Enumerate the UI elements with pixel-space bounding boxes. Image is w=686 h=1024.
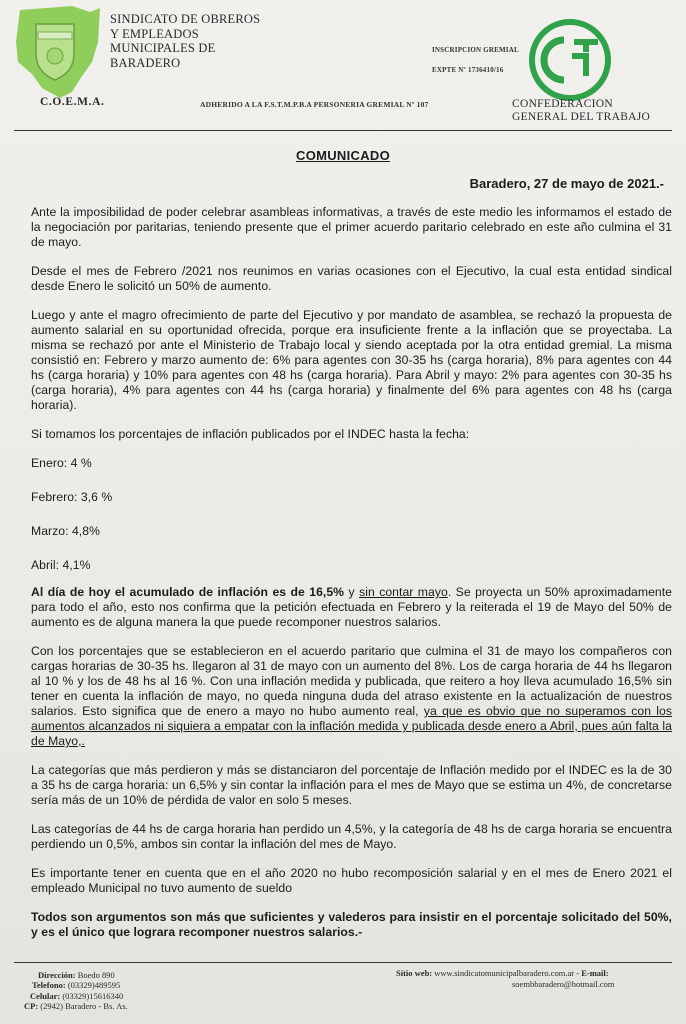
paragraph: Luego y ante el magro ofrecimiento de parte del Ejecutivo y por mandato de asamblea, se rechazó la propuesta de aumento salarial en su oportunidad ofrecida, porque era insuficiente frente a la inflación que se proyectaba. La misma se rechazó por ante el Ministerio de Trabajo local y siendo aceptada por la otra entidad gremial. La misma consistió en: Febrero y marzo aumento de: 6% para agentes con 30-35 hs (carga horaria), 8% para agentes con 44 hs (carga horaria) y 10% para agentes con 48 hs (carga horaria). Para Abril y mayo: 2% para agentes con 30-35 hs (carga horaria), 4% para agentes con 44 hs (carga horaria) y finalmente del 6% para agentes con 48 hs (carga horaria). xyxy=(31,308,672,412)
bold-phrase: Al día de hoy el acumulado de inflación es de 16,5% xyxy=(31,585,345,599)
paragraph xyxy=(31,644,672,749)
paragraph: Ante la imposibilidad de poder celebrar asambleas informativas, a través de este medio les informamos el estado de la negociación por paritarias, teniendo presente que el primer acuerdo paritario celebrado en este año culmina el 31 de mayo. xyxy=(31,205,672,249)
inflation-item: Abril: 4,1% xyxy=(31,558,91,572)
header-divider xyxy=(14,130,672,131)
web-link[interactable]: www.sindicatomunicipalbaradero.com.ar - xyxy=(432,968,582,978)
inflation-item: Enero: 4 % xyxy=(31,456,92,470)
web-row xyxy=(396,968,614,979)
underlined-phrase: sin contar mayo xyxy=(359,585,448,599)
union-name-line: SINDICATO DE OBREROS xyxy=(110,12,261,26)
inflation-item: Febrero: 3,6 % xyxy=(31,490,113,504)
union-name-line: Y EMPLEADOS xyxy=(110,26,199,41)
phone-row xyxy=(24,980,224,990)
mobile-row xyxy=(24,991,224,1001)
union-acronym: C.O.E.M.A. xyxy=(40,96,105,108)
expte-number: EXPTE Nº 1736410/16 xyxy=(432,66,504,74)
cgt-name-line: GENERAL DEL TRABAJO xyxy=(512,111,651,123)
text-fragment: y xyxy=(344,585,360,599)
address-label: Dirección: xyxy=(38,970,76,980)
address-value: Boedo 890 xyxy=(75,970,115,980)
web-contact xyxy=(396,968,614,990)
union-name-line: BARADERO xyxy=(110,55,181,70)
union-name xyxy=(110,12,360,70)
postal-row xyxy=(24,1001,224,1011)
inscripcion-label: INSCRIPCION GREMIAL xyxy=(432,46,519,54)
text-fragment: . Se proyecta un 50% aproximadamente para todo el año, esto nos confirma que la petición efectuada en Febrero y la reiterada el 19 de Mayo del 50% de aumento es de alguna manera la que puede recomponer nuestros salarios. xyxy=(31,585,672,629)
inflation-list xyxy=(31,456,672,573)
email-label: E-mail: xyxy=(581,968,609,978)
postal-label: CP: xyxy=(24,1000,39,1011)
inflation-item: Marzo: 4,8% xyxy=(31,524,100,538)
closing-paragraph: Todos son argumentos son más que suficientes y valederos para insistir en el porcentaje solicitado del 50%, y es el único que lograra recomponer nuestros salarios.- xyxy=(31,910,672,939)
document-title: COMUNICADO xyxy=(296,148,390,163)
email-row xyxy=(396,979,614,990)
cgt-name-line: CONFEDERACION xyxy=(512,98,614,110)
cgt-name xyxy=(512,98,650,124)
adherido-line: ADHERIDO A LA F.S.T.M.P.B.A PERSONERIA GREMIAL Nº 107 xyxy=(200,100,429,109)
cgt-circle-logo-icon xyxy=(528,18,612,102)
paragraph: Es importante tener en cuenta que en el año 2020 no hubo recomposición salarial y en el mes de Enero 2021 el empleado Municipal no tuvo aumento de sueldo xyxy=(31,866,672,895)
document-date: Baradero, 27 de mayo de 2021.- xyxy=(469,176,664,191)
paragraph xyxy=(31,585,672,630)
web-label: Sitio web: xyxy=(396,968,433,978)
union-name-line: MUNICIPALES DE xyxy=(110,41,216,55)
paragraph: Desde el mes de Febrero /2021 nos reunimos en varias ocasiones con el Ejecutivo, la cual esta entidad sindical desde Enero le solicitó un 50% de aumento. xyxy=(31,264,672,293)
text-fragment: Con los porcentajes que se establecieron en el acuerdo paritario que culmina el 31 de mayo los compañeros con cargas horarias de 30-35 hs. llegaron al 31 de mayo con un aumento del 8%. Los de carga horaria de 44 hs llegaron al 10 % y los de 48 hs al 16 %. Con una inflación medida y publicada, que reitero a hoy lleva acumulado 16,5% sin tener en cuenta la inflación de mayo, no queda ninguna duda del atraso existente en la actualización de nuestros salarios. Esto significa que de enero a mayo no hubo aumento real, xyxy=(31,644,672,718)
underlined-phrase: ya que es obvio que no superamos con los aumentos alcanzados ni siquiera a empatar con la inflación medida y publicada desde enero a Abril, pues aún falta la de Mayo,. xyxy=(31,704,672,748)
email-link[interactable]: soembbaradero@hotmail.com xyxy=(512,979,615,989)
paragraph: Las categorías de 44 hs de carga horaria han perdido un 4,5%, y la categoría de 48 hs de carga horaria se encuentra perdiendo un 0,5%, ambos sin contar la inflación del mes de Mayo. xyxy=(31,822,672,851)
paragraph: Si tomamos los porcentajes de inflación publicados por el INDEC hasta la fecha: xyxy=(31,427,470,441)
paragraph: La categorías que más perdieron y más se distanciaron del porcentaje de Inflación medido por el INDEC es la de 30 a 35 hs de carga horaria: un 6,5% y sin contar la inflación para el mes de Mayo que se estima un 4%, de concretarse sería más de un 10% de pérdida de valor en solo 5 meses. xyxy=(31,763,672,807)
municipal-shield-logo-icon xyxy=(12,2,104,102)
mobile-label: Celular: xyxy=(30,990,61,1001)
footer-divider xyxy=(14,962,672,963)
contact-info xyxy=(24,970,224,1011)
postal-value: (2942) Baradero - Bs. As. xyxy=(38,1000,128,1011)
phone-value: (03329)489595 xyxy=(65,980,121,991)
address-row xyxy=(24,970,224,980)
mobile-value: (03329)15616340 xyxy=(60,990,124,1001)
document-body xyxy=(31,205,672,954)
phone-label: Telefono: xyxy=(32,980,66,991)
